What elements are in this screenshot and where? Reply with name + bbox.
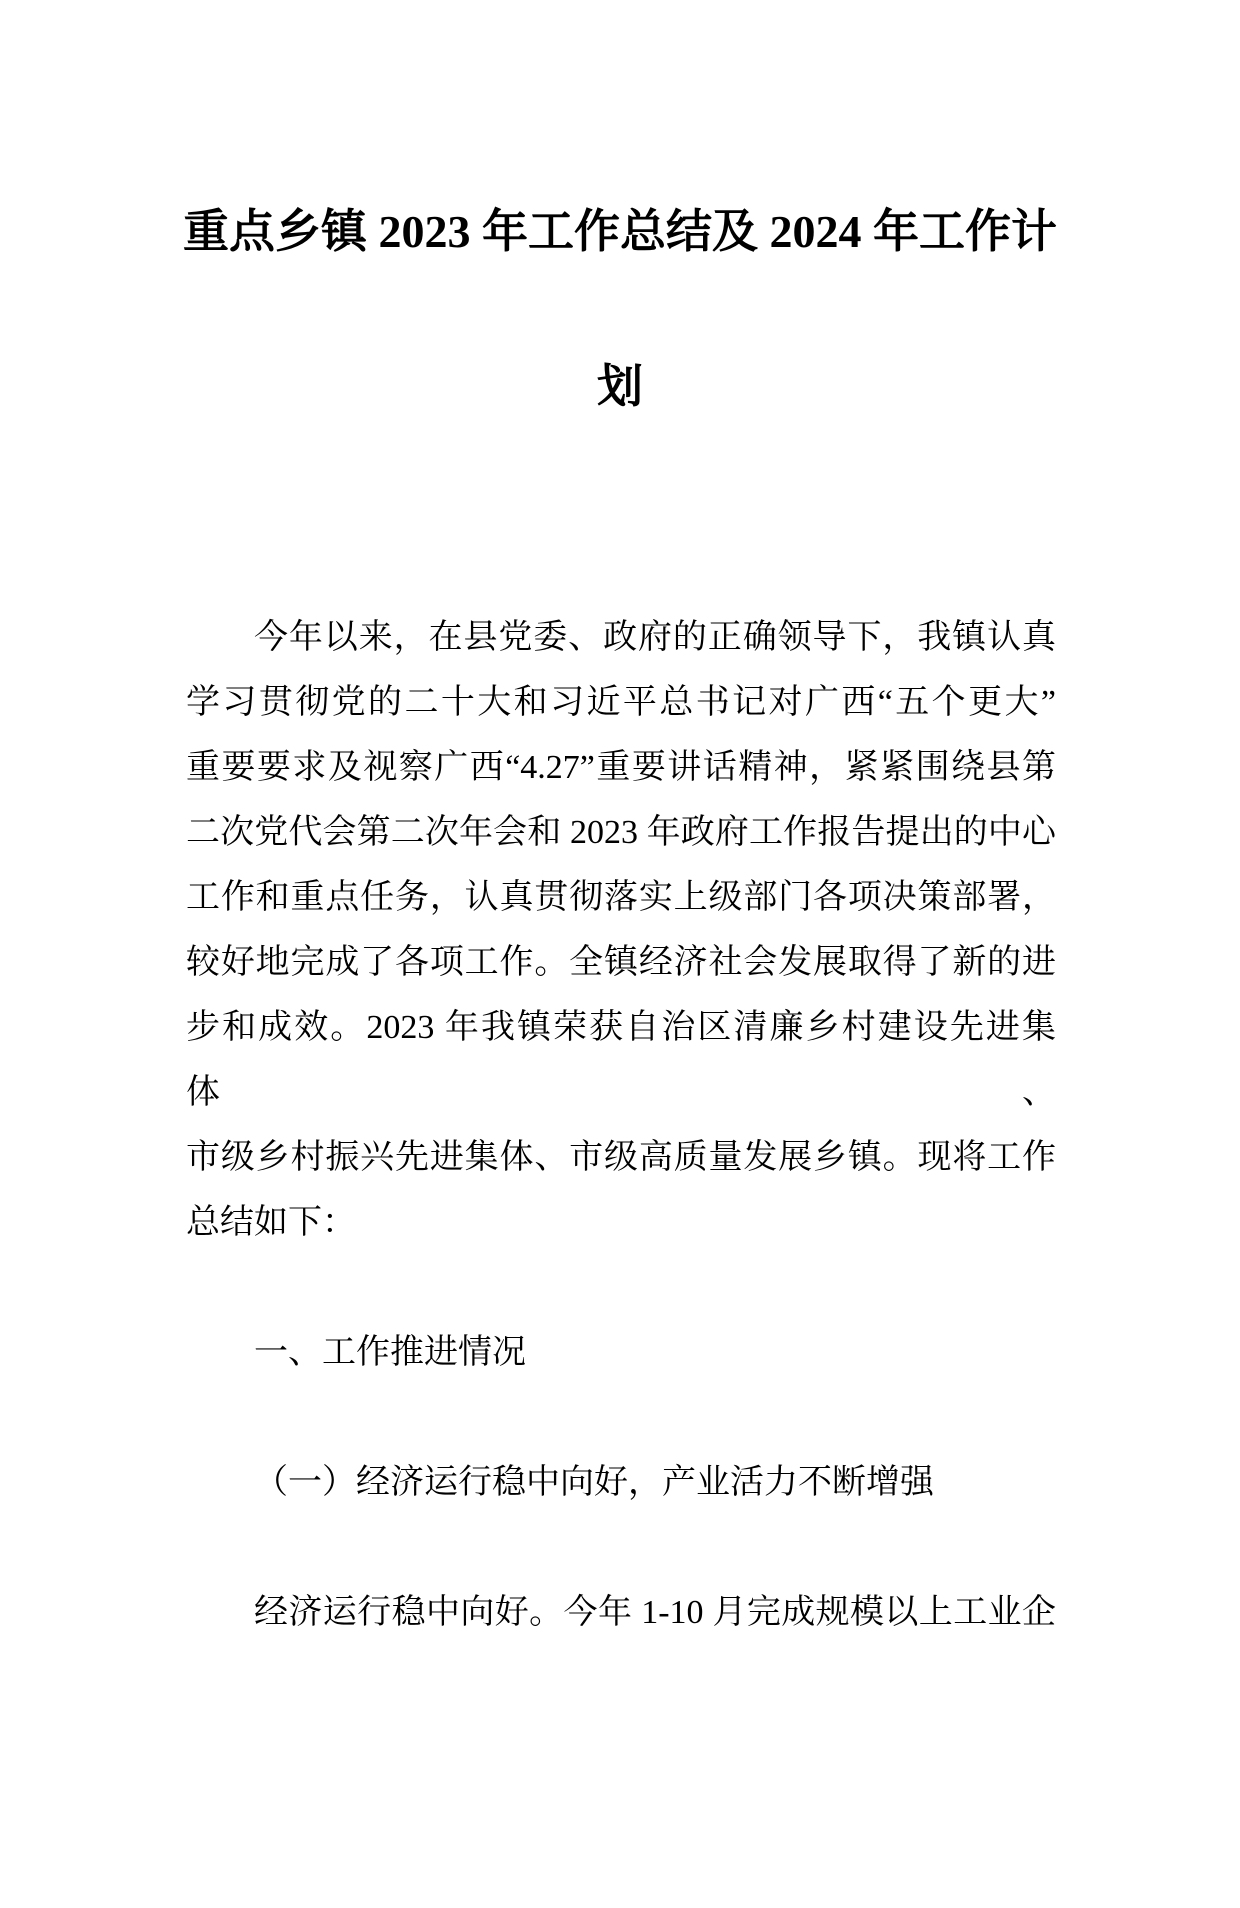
title-line: 划 xyxy=(597,361,643,412)
document-title xyxy=(180,154,1060,464)
text-line: 经济运行稳中向好。今年 1-10 月完成规模以上工业企 xyxy=(254,1594,1056,1631)
text-line: 学习贯彻党的二十大和习近平总书记对广西“五个更大” xyxy=(186,684,1056,721)
text-line: 一、工作推进情况 xyxy=(254,1334,526,1371)
text-line: 市级乡村振兴先进集体、市级高质量发展乡镇。现将工作 xyxy=(186,1139,1056,1176)
title-line: 重点乡镇 2023 年工作总结及 2024 年工作计 xyxy=(183,206,1057,257)
text-line: 步和成效。2023 年我镇荣获自治区清廉乡村建设先进集体、 xyxy=(186,1009,1056,1111)
text-line: 重要要求及视察广西“4.27”重要讲话精神，紧紧围绕县第 xyxy=(186,749,1056,786)
document-body xyxy=(186,605,1056,1645)
document-page xyxy=(0,154,1240,1908)
text-line: 工作和重点任务，认真贯彻落实上级部门各项决策部署， xyxy=(186,879,1056,916)
text-line: （一）经济运行稳中向好，产业活力不断增强 xyxy=(254,1464,934,1501)
text-line: 二次党代会第二次年会和 2023 年政府工作报告提出的中心 xyxy=(186,814,1056,851)
text-line: 总结如下： xyxy=(186,1204,356,1241)
text-line: 今年以来，在县党委、政府的正确领导下，我镇认真 xyxy=(254,619,1056,656)
text-line: 较好地完成了各项工作。全镇经济社会发展取得了新的进 xyxy=(186,944,1056,981)
